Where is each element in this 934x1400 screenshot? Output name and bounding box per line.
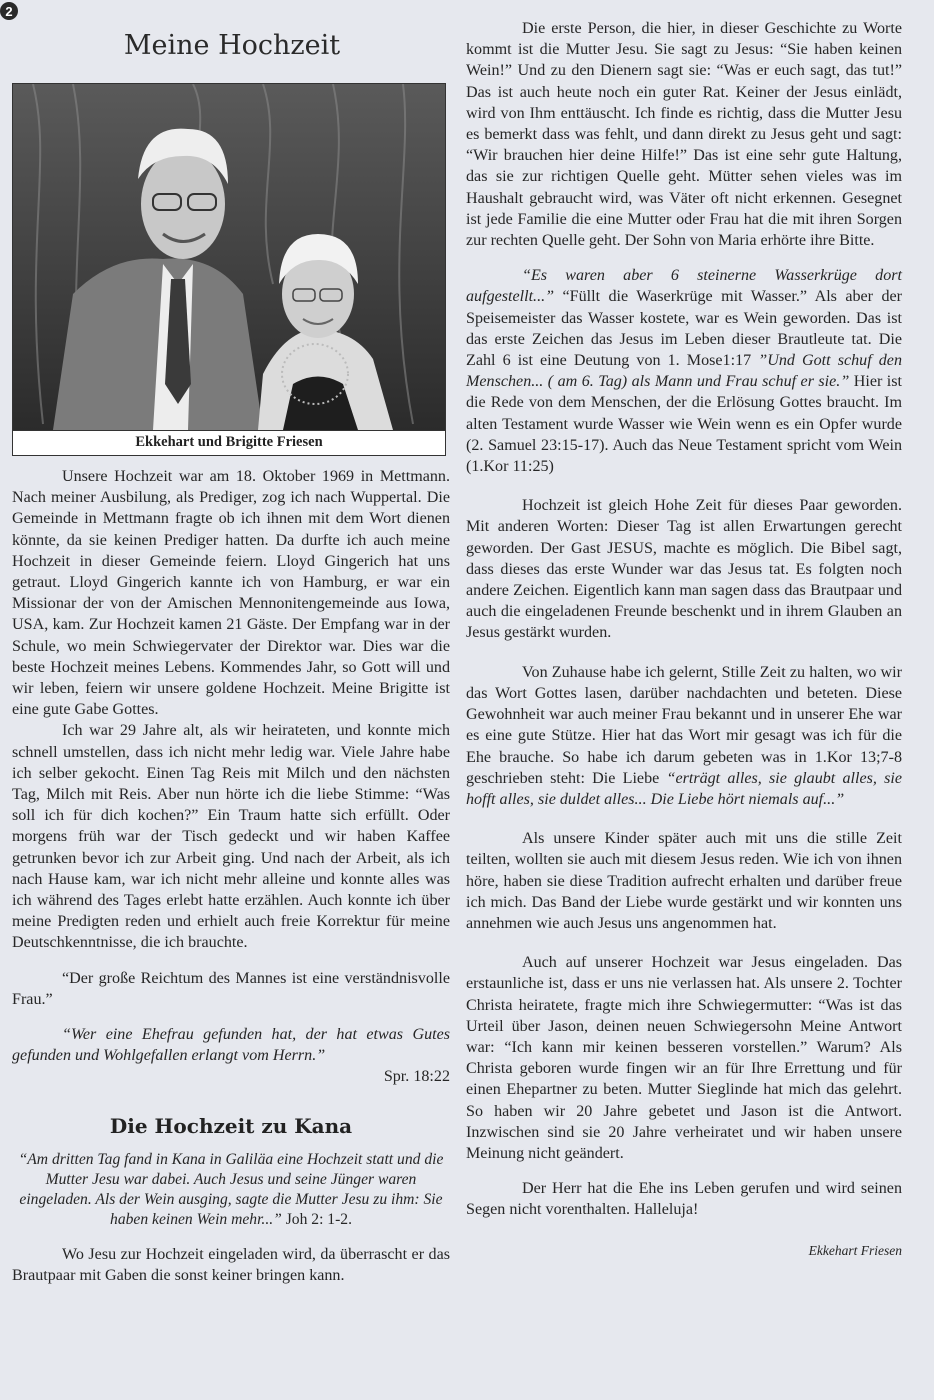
scripture-quote bbox=[12, 1150, 450, 1230]
paragraph: Ich war 29 Jahre alt, als wir heirateten, und konnte mich schnell umstellen, dass ich nicht mehr ledig war. Viele Jahre habe ich selber gekocht. Einen Tag Reis mit Milch und den nächsten Tag, Milch mit Reis. Aber nun hörte ich die liebe Stimme: “Was soll ich für dich kochen?” Ein Traum hatte sich erfüllt. Oder morgens früh war der Tisch gedeckt und wir haben Kaffee getrunken bevor ich zur Arbeit ging. Und nach der Arbeit, als ich nach Hause kam, war ich nicht mehr alleine und konnte alles was ich während des Tages erlebt hatte erzählen. Auch konnte ich über meine Predigten reden und erhielt auch freie Korrektur für meine Deutschkenntnisse, die ich brauchte. bbox=[12, 722, 450, 952]
scripture-inline: “Es waren aber 6 steinerne Wasserkrüge dort aufgestellt...” bbox=[466, 267, 902, 306]
couple-photo bbox=[13, 84, 445, 430]
scripture-inline: “erträgt alles, sie glaubt alles, sie hofft alles, sie duldet alles... Die Liebe hört niemals auf...” bbox=[466, 769, 903, 808]
scripture-quote-text: “Am dritten Tag fand in Kana in Galiläa eine Hochzeit statt und die Mutter Jesu war dabei. Auch Jesus und seine Jünger waren eingeladen. Als der Wein ausging, sagte die Mutter Jesu zu ihm: Sie haben keinen Wein mehr...” bbox=[18, 1150, 444, 1228]
scripture-reference: Joh 2: 1-2. bbox=[281, 1210, 352, 1228]
paragraph bbox=[466, 265, 902, 477]
paragraph bbox=[466, 662, 902, 810]
paragraph: Die erste Person, die hier, in dieser Geschichte zu Worte kommt ist die Mutter Jesu. Sie sagt zu Jesus: “Sie haben keinen Wein!” Und zu den Dienern sagt sie: “Was er euch sagt, das tut!” Das ist auch heute noch ein guter Rat. Keiner der Jesus einlädt, wird von Ihm enttäuscht. Ich finde es richtig, dass die Mutter Jesu es bemerkt dass was fehlt, und dann direkt zu Jesus geht und sagt: “Wir brauchen hier deine Hilfe!” Das ist eine sehr gute Haltung, das sie zur richtigen Quelle geht. Mütter sehen vieles was im Haushalt gebraucht wird, was Väter oft nicht erkennen. Gesegnet ist jede Familie die eine Mutter oder Frau hat die mit ihren Sorgen zur rechten Quelle geht. Der Sohn von Maria erhörte ihre Bitte. bbox=[466, 20, 902, 250]
photo-caption: Ekkehart und Brigitte Friesen bbox=[13, 430, 445, 455]
left-body bbox=[12, 466, 450, 1286]
page-number-badge: 2 bbox=[0, 2, 18, 20]
paragraph: Auch auf unserer Hochzeit war Jesus eingeladen. Das erstaunliche ist, dass er uns nie verlassen hat. Als unsere 2. Tochter Christa heiratete, fragte mich ihre Schwiegermutter: “Was ist das Urteil über Jason, deinen neuen Schwiegersohn Meine Antwort war: “Ich kann mir keinen besseren vorstellen.” Warum? Als Christa geboren wurde fingen wir an für Ihre Errettung und für einen Ehepartner zu beten. Mutter Sieglinde hat mich das gelehrt. So haben wir 20 Jahre gebetet und Jason ist die Antwort. Inzwischen sind sie 20 Jahre verheiratet und wir haben unsere Meinung nicht geändert. bbox=[466, 954, 902, 1162]
scripture-inline: ”Und Gott schuf den Menschen... ( am 6. Tag) als Mann und Frau schuf er sie.” bbox=[466, 352, 902, 391]
section-heading: Die Hochzeit zu Kana bbox=[109, 1113, 353, 1138]
paragraph: Unsere Hochzeit war am 18. Oktober 1969 in Mettmann. Nach meiner Ausbilung, als Prediger, zog ich nach Wuppertal. Die Gemeinde in Mettmann fragte ob ich ihnen mit dem Wort dienen könnte, da sie keinen Prediger hatten. Da durfte ich auch meine Hochzeit in dieser Gemeinde feiern. Lloyd Gingerich hat uns getraut. Lloyd Gingerich kannte ich von Hamburg, er war ein Missionar der von der Amischen Mennonitengemeinde aus Iowa, USA, kam. Zur Hochzeit kamen 21 Gäste. Der Empfang war in der Schule, wo mein Schwiegervater der Direktor war. Dies war die beste Hochzeit meines Lebens. Kommendes Jahr, so Gott will und wir leben, feiern wir unsere goldene Hochzeit. Meine Brigitte ist eine gute Gabe Gottes. bbox=[12, 468, 450, 719]
paragraph: Als unsere Kinder später auch mit uns die stille Zeit teilten, wollten sie auch mit diesem Jesus reden. Wie ich von ihnen höre, haben sie diese Tradition aufrecht erhalten und darüber freue ich mich. Das Band der Liebe wurde gestärkt und wir konnten uns annehmen wie auch Jesus uns angenommen hat. bbox=[466, 830, 902, 932]
paragraph: Hochzeit ist gleich Hohe Zeit für dieses Paar geworden. Mit anderen Worten: Dieser Tag ist allen Erwartungen gerecht geworden. Der Gast JESUS, machte es möglich. Die Bibel sagt, dass dieses das erste Wunder war das Jesus tat. Es folgten noch andere Zeichen. Eigentlich kann man sagen dass das Brautpaar und auch die eingeladenen Freunde beschenkt und in ihrem Glauben an Jesus gestärkt wurden. bbox=[466, 497, 902, 642]
author-signature: Ekkehart Friesen bbox=[808, 1242, 902, 1258]
paragraph: Der Herr hat die Ehe ins Leben gerufen und wird seinen Segen nicht vorenthalten. Halleluja! bbox=[466, 1180, 902, 1219]
paragraph-text: “Füllt die Waserkrüge mit Wasser.” Als aber der Speisemeister das Wasser kostete, war es Wein geworden. Das ist das erste Zeichen das Jesus im Leben dieser Brautleute tat. Die Zahl 6 ist eine Deutung von 1. Mose1:17 bbox=[466, 288, 902, 370]
paragraph: Wo Jesu zur Hochzeit eingeladen wird, da überrascht er das Brautpaar mit Gaben die sonst keiner bringen kann. bbox=[12, 1245, 450, 1284]
paragraph-text: Von Zuhause habe ich gelernt, Stille Zeit zu halten, wo wir das Wort Gottes lasen, darüber nachdachten und beteten. Diese Gewohnheit war auch meiner Frau bekannt und in unserer Ehe war es eine gute Stütze. Hier hat das Wort mir gesagt was ich für die Ehe brauche. So habe ich darum gebeten was in 1.Kor 13;7-8 geschrieben steht: Die Liebe bbox=[466, 663, 902, 787]
bible-quote: “Wer eine Ehefrau gefunden hat, der hat etwas Gutes gefunden und Wohlgefallen erlangt vom Herrn.” bbox=[12, 1026, 450, 1065]
paragraph: “Der große Reichtum des Mannes ist eine verständnisvolle Frau.” bbox=[12, 969, 450, 1008]
paragraph-text: Hier ist die Rede von dem Menschen, der die Erlösung Gottes braucht. Im alten Testament wurde Wasser wie Wein wenn es ein Opfer wurde (2. Samuel 23:15-17). Auch das Neue Testament spricht vom Wein (1.Kor 11:25) bbox=[466, 373, 902, 476]
left-column bbox=[12, 0, 452, 1286]
photo-frame bbox=[12, 83, 446, 456]
right-column bbox=[466, 18, 902, 1259]
bible-reference: Spr. 18:22 bbox=[383, 1068, 450, 1086]
article-title: Meine Hochzeit bbox=[123, 30, 341, 61]
couple-photo-illustration bbox=[13, 84, 445, 430]
